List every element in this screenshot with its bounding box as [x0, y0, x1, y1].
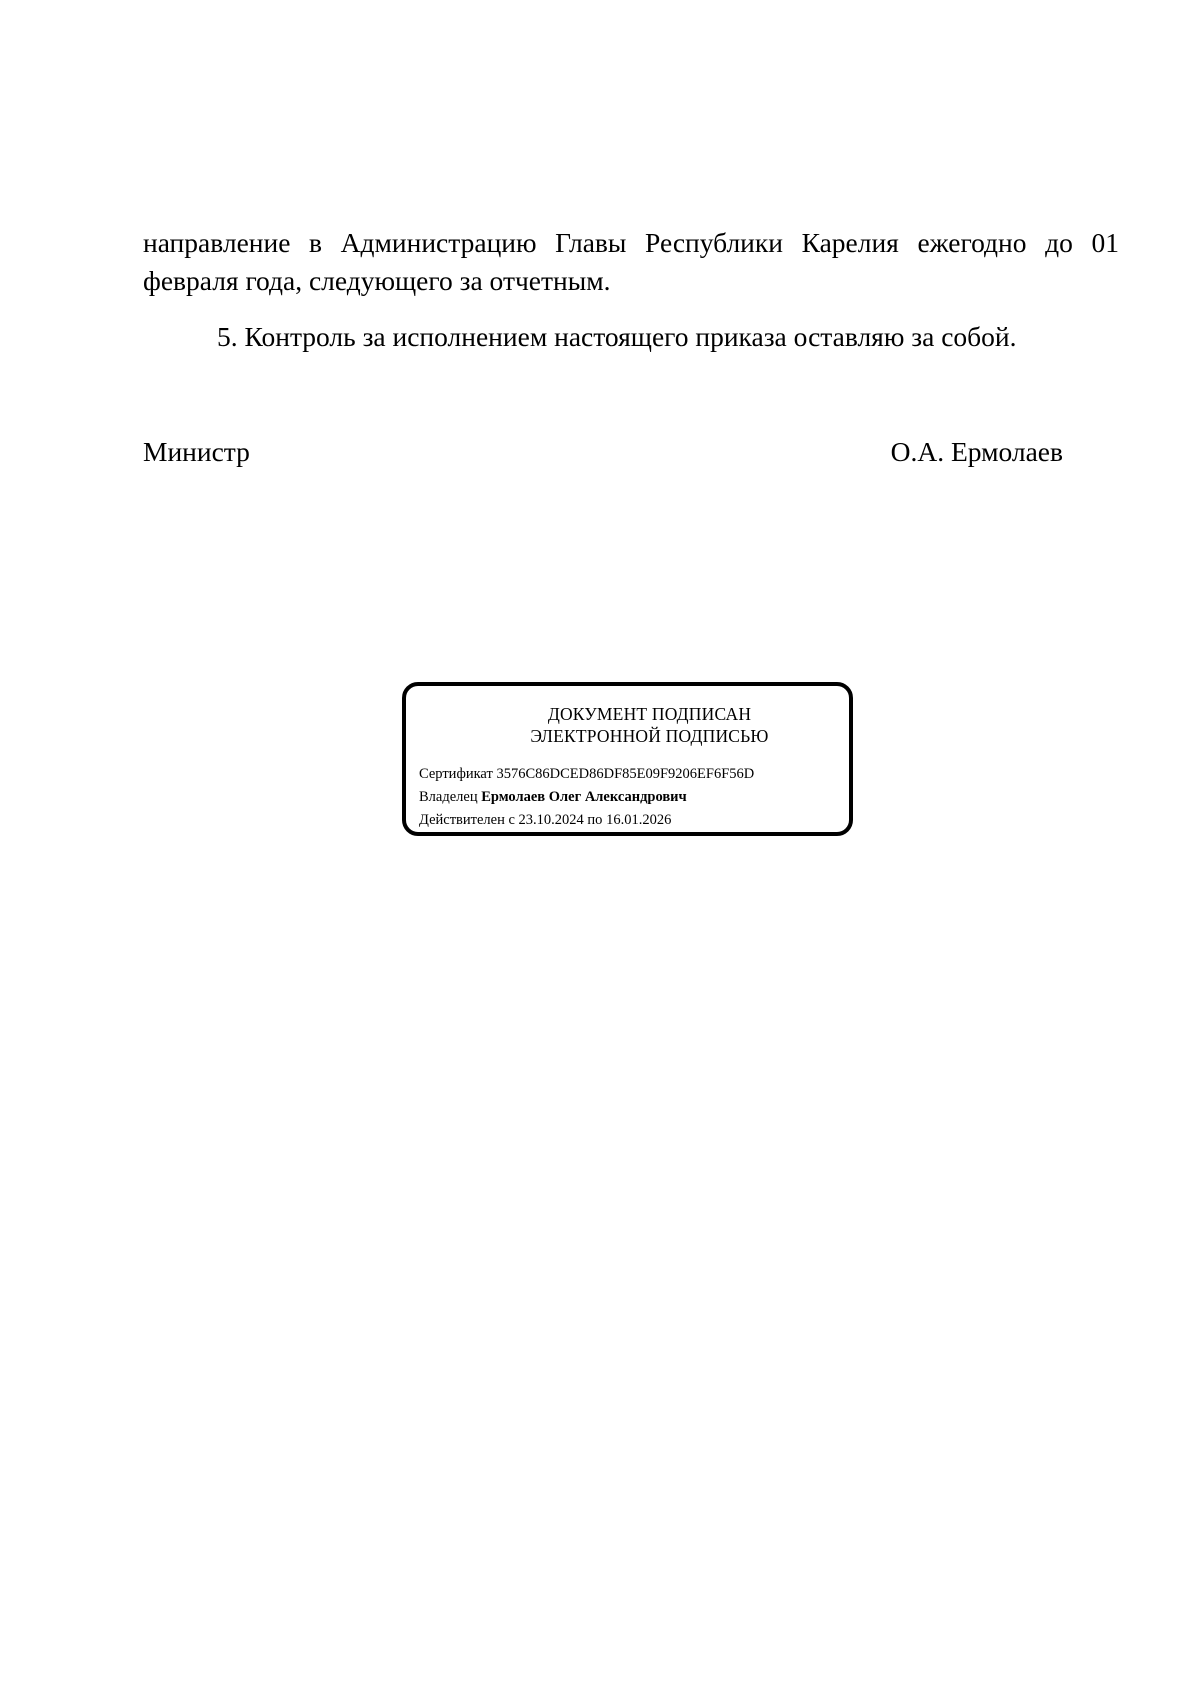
stamp-heading-line-1: ДОКУМЕНТ ПОДПИСАН — [547, 704, 752, 724]
signatory-name: О.А. Ермолаев — [890, 436, 1063, 467]
valid-label: Действителен с — [419, 812, 515, 828]
certificate-line — [419, 763, 754, 786]
signatory-title: Министр — [143, 436, 250, 467]
stamp-heading — [406, 703, 849, 747]
stamp-heading-line-2: ЭЛЕКТРОННОЙ ПОДПИСЬЮ — [530, 726, 769, 746]
owner-value: Ермолаев Олег Александрович — [481, 789, 687, 805]
electronic-signature-stamp — [402, 682, 853, 836]
owner-label: Владелец — [419, 789, 478, 805]
stamp-details — [419, 763, 754, 832]
validity-line — [419, 809, 754, 832]
valid-from: 23.10.2024 — [518, 812, 584, 828]
valid-to: 16.01.2026 — [606, 812, 672, 828]
certificate-value: 3576C86DCED86DF85E09F9206EF6F56D — [496, 766, 755, 782]
paragraph-continuation: направление в Администрацию Главы Республики Карелия ежегодно до 01 февраля года, следующего за отчетным. — [143, 227, 1119, 296]
valid-to-label: по — [587, 812, 603, 828]
paragraph-5: 5. Контроль за исполнением настоящего приказа оставляю за собой. — [217, 321, 1017, 352]
owner-line — [419, 786, 754, 809]
certificate-label: Сертификат — [419, 766, 493, 782]
